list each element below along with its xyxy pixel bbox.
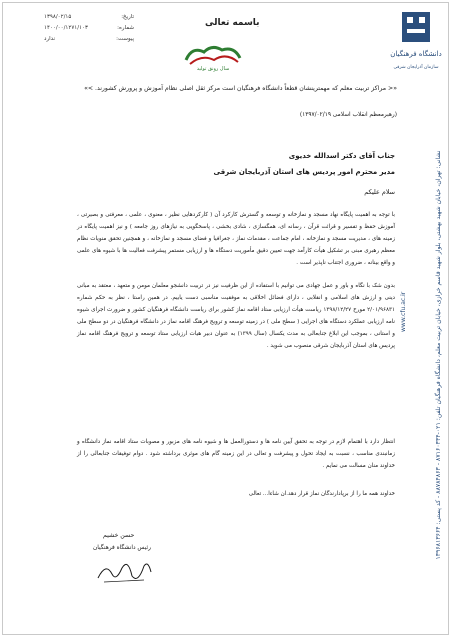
leader-quote-source: (رهبرمعظم انقلاب اسلامی ۱۳۹۷/۰۲/۱۹) [299,112,397,118]
body-paragraph-3: انتظار دارد با اهتمام لازم در توجه به تحقق آیین نامه ها و دستورالعمل ها و شیوه نامه های مزبور و مصوبات ستاد اقامه نماز دانشگاه و زمانبندی مناسب ، نسبت به ایجاد تحول و پیشرفت و تعالی در این زمینه گام های موثری برداشته شود . دوام توفیقات جنابعالی را از خداوند منان مسالت می نمایم . [77,439,395,469]
meta-number-row [44,23,134,34]
date-value: ۱۳۹۸/۰۲/۱۵ [44,14,72,20]
basmala: باسمه تعالی [205,18,260,28]
motto-text: سال رونق تولید [196,66,230,72]
year-motto-emblem [182,40,244,74]
handwritten-signature [94,556,154,586]
attachment-value: ندارد [44,36,56,42]
contact-strip [425,120,442,590]
contact-strip-text: نشانی: تهران، خیابان شهید بهشتی، بلوار شهید قاسم خرازی، خیابان تربیت معلم، دانشگاه فرهنگیان تلفن: ۰۲۱-۸۷۱۶۰۳۳۴ - ۸۸۷۸۴۸۶۳ - کد پستی: ۱۳۹۶۸۱۳۶۶۴ [435,150,442,560]
body-paragraph-2: بدون شک با نگاه و باور و عمل جهادی می توانیم با استفاده از این ظرفیت نیز در تربیت دانشجو معلمان مومن و متعهد ، معتقد به مبانی دینی و ارزش های اسلامی و انقلابی ، دارای فضائل اخلاقی به موفقیت مناسبی دست یابیم. در همین راستا ، نظر به حکم شماره ۲/۰۱/۹۶۸۳۱ مورخ ۱۳۹۸/۱۲/۲۷ ریاست هیأت ارزیابی ستاد اقامه نماز کشور برای ریاست دانشگاه فرهنگیان کشور و ضرورت اجرای شیوه نامه ارزیابی عملکرد دستگاه های اجرایی ( سطح ملی ) در زمینه توسعه و ترویج فرهنگ اقامه نماز در دانشگاه فرهنگیان در دو سطح ملی و استانی ، بموجب این ابلاغ جنابعالی به مدت یکسال (سال ۱۳۹۹) به عنوان دبیر هیات ارزیابی ستاد توسعه و ترویج فرهنگ اقامه نماز پردیس های استان آذربایجان شرقی منصوب می شوید . [77,283,395,349]
number-label: شماره: [117,25,134,31]
recipient-title: مدیر محترم امور پردیس های استان آذربایجان شرقی [213,168,395,176]
meta-date-row [44,12,134,23]
website-text: www.cfu.ac.ir [400,291,407,332]
letter-meta [44,12,134,45]
university-logo [390,8,442,86]
institution-name: دانشگاه فرهنگیان [390,50,442,58]
body-paragraph-4: خداوند همه ما را از برپادارندگان نماز قرار دهد.ان شاءا... تعالی [248,491,395,497]
attachment-label: پیوست: [116,36,134,42]
body-paragraph-1: با توجه به اهمیت پایگاه نهاد مسجد و نمازخانه و توسعه و گسترش کارکرد آن ( کارکردهایی نظیر ، معنوی ، علمی ، معرفتی و بصیرتی ، آموزش حفظ و تفسیر و قرائت قرآن ، رسانه ای، همگسازی ، شادی بخشی ، پاسخگویی به نیازهای روز جامعه ) و نیز اهمیت پایگاه در زمینه های ، مدیریت مسجد و نمازخانه ، امام جماعت ، مقدمات نماز ، جغرافیا و فضای مسجد و نمازخانه ، و همچنین تحقق منویات نظام معظم رهبری مبنی بر تشکیل هیأت کارآمد جهت تعیین دقیق مأموریت دستگاه ها و ارزیابی مستمر پیشرفت فعالیت ها با شیوه های علمی و واقع بینانه ، ضروری اجتناب ناپذیر است . [77,212,395,266]
signatory-title: رئیس دانشگاه فرهنگیان [93,545,151,551]
number-value: ۱۴۰۰/۰۰/۱۲۷۱/۱۰۳ [44,25,88,31]
date-label: تاریخ: [121,14,134,20]
institution-sub: سازمان آذرایجان شرقی [393,65,439,70]
signatory-name: حسن خشیم [103,532,135,539]
meta-attachment-row [44,34,134,45]
leader-quote-heading: «< مراکز تربیت معلم که مهمترینشان قطعاً دانشگاه فرهنگیان است مرکز ثقل اصلی نظام آموزش و پرورش کشورند. >» [84,85,397,92]
greeting: سلام علیکم [364,188,395,196]
recipient-name: جناب آقای دکتر اسدالله خدیوی [288,152,395,160]
